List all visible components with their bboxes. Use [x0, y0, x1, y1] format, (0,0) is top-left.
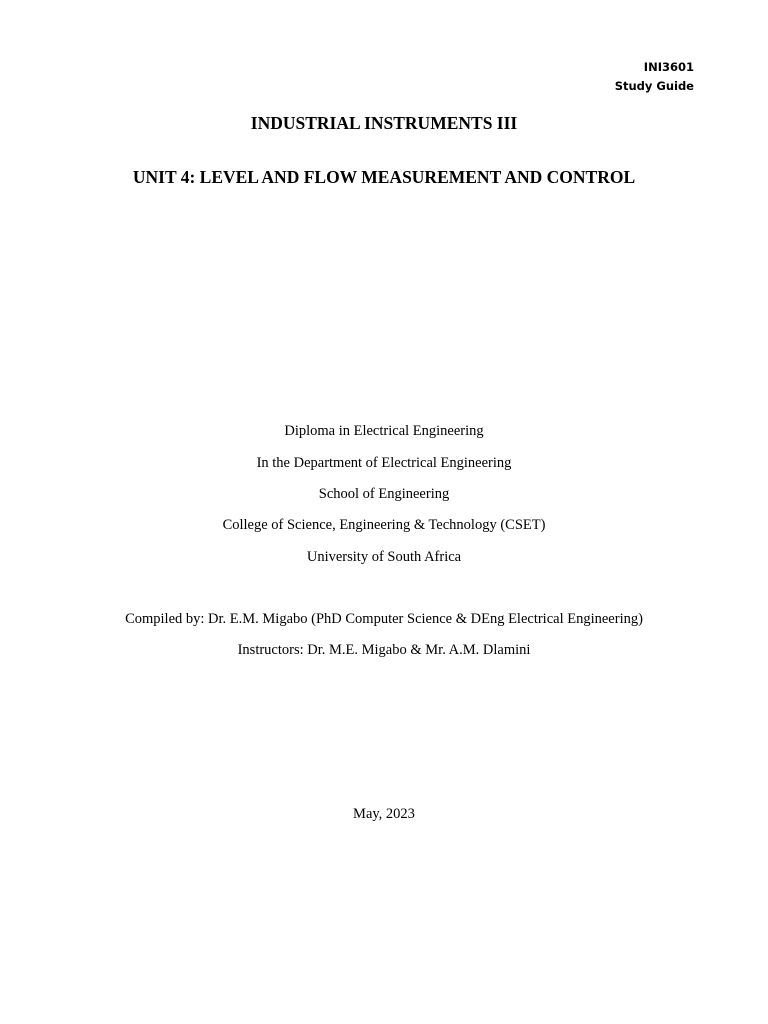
unit-title: UNIT 4: LEVEL AND FLOW MEASUREMENT AND CONTROL	[132, 167, 636, 187]
publication-date: May, 2023	[353, 806, 415, 822]
compiled-by-line: Compiled by: Dr. E.M. Migabo (PhD Computer Science & DEng Electrical Engineering)	[125, 611, 643, 627]
course-title: INDUSTRIAL INSTRUMENTS III	[250, 113, 518, 133]
college-line: College of Science, Engineering & Technology (CSET)	[222, 517, 546, 533]
instructors-line: Instructors: Dr. M.E. Migabo & Mr. A.M. Dlamini	[237, 642, 531, 658]
department-line: In the Department of Electrical Engineering	[256, 455, 512, 471]
course-code: INI3601	[643, 60, 694, 74]
university-line: University of South Africa	[306, 549, 462, 565]
document-type: Study Guide	[614, 79, 694, 93]
document-header	[615, 58, 694, 96]
school-line: School of Engineering	[318, 486, 450, 502]
diploma-line: Diploma in Electrical Engineering	[284, 423, 484, 439]
